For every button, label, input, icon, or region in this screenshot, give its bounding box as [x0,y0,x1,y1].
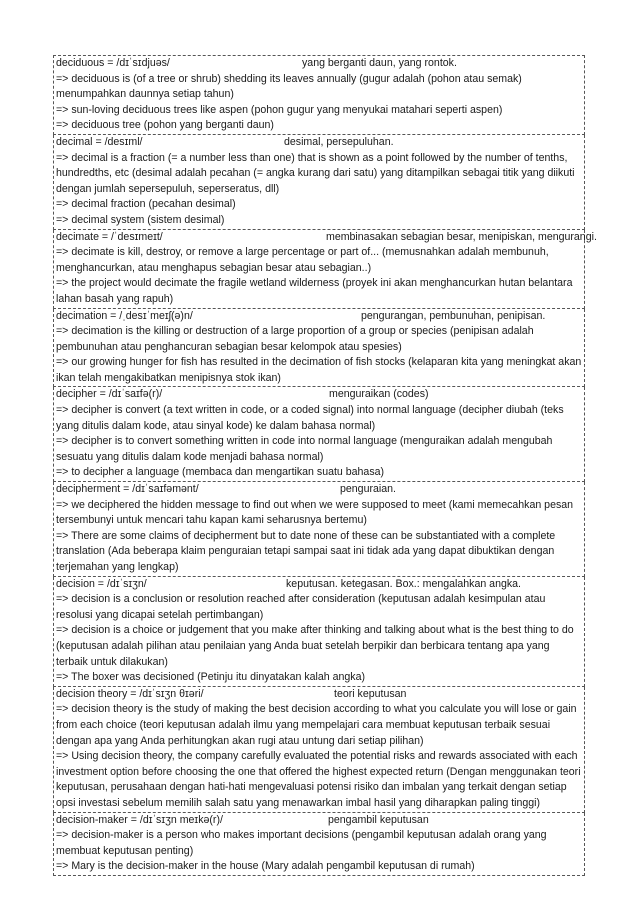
entry-example-line: => decision-maker is a person who makes important decisions (pengambil keputusan adalah orang yang membuat keputusan penting) [56,829,547,857]
entry-example-line: => decimal system (sistem desimal) [56,213,225,226]
entry-example-line: => deciduous is (of a tree or shrub) shedding its leaves annually (gugur adalah (pohon atau semak) menumpahkan daunnya setiap tahun) [56,72,522,101]
entry-example-line: => sun-loving deciduous trees like aspen (pohon gugur yang menyukai matahari seperti aspen) [56,103,503,116]
entry-headword-line [56,56,582,72]
entry-term: decipherment = /dɪˈsaɪfəmənt/ [56,483,199,496]
entry-gloss: teori keputusan [334,687,407,700]
entry-example-line: => we deciphered the hidden message to find out when we were supposed to meet (kami memecahkan pesan tersembunyi untuk mencari tahu kapan kami seharusnya bertemu) [56,498,574,527]
entry-term: decision theory = /dɪˈsɪʒn θɪəri/ [56,687,204,700]
entry-gloss: menguraikan (codes) [329,388,429,401]
entry-headword-line [56,230,597,246]
entry-headword-line [56,309,582,325]
dictionary-entry [53,230,597,309]
entry-headword-line [56,387,582,403]
entry-example-line: => decimal fraction (pecahan desimal) [56,198,236,211]
entry-example-line: => Using decision theory, the company carefully evaluated the potential risks and rewards associated with each investment option before choosing the one that offered the highest expected return (Dengan menggunakan teori keputusan, perusahaan dengan hati-hati mengevaluasi potensi risiko dan imbalan yang terkait dengan setiap opsi investasi sebelum memilih salah satu yang menawarkan imbal hasil yang diharapkan paling tinggi) [56,750,581,809]
entry-example-line: => There are some claims of decipherment but to date none of these can be substantiated with a complete translation (Ada beberapa klaim penguraian tetapi sampai saat ini tidak ada yang dapat dibuktikan dengan terjemahan yang lengkap) [56,529,556,573]
entry-example-line: => decipher is convert (a text written in code, or a coded signal) into normal language (decipher diubah (teks yang ditulis dalam kode, atau sinyal kode) ke dalam bahasa normal) [56,404,564,432]
entry-example-line: => decimation is the killing or destruction of a large proportion of a group or species (penipisan adalah pembunuhan atau penghancuran sebagian besar kelompok atau spesies) [56,325,534,353]
entry-term: decimation = /ˌdesɪˈmeɪʃ(ə)n/ [56,309,193,322]
dictionary-entry [53,482,585,577]
entry-example-line: => our growing hunger for fish has resulted in the decimation of fish stocks (kelaparan kita yang meningkat akan ikan telah mengakibatkan menipisnya stok ikan) [56,356,582,384]
entry-example-line: => decision is a conclusion or resolution reached after consideration (keputusan adalah kesimpulan atau resolusi yang dicapai setelah pertimbangan) [56,593,546,621]
entry-term: decipher = /dɪˈsaɪfə(r)/ [56,388,163,401]
entry-headword-line [56,577,582,593]
entry-example-line: => decipher is to convert something written in code into normal language (menguraikan adalah mengubah sesuatu yang ditulis dalam kode menjadi bahasa normal) [56,435,553,463]
dictionary-page [53,55,597,876]
entry-headword-line [56,135,582,151]
entry-term: decimate = /ˈdesɪmeɪt/ [56,230,163,243]
dictionary-entry [53,55,585,135]
dictionary-entry [53,813,585,876]
entry-term: decision = /dɪˈsɪʒn/ [56,577,147,590]
entry-gloss: membinasakan sebagian besar, menipiskan, mengurangi. [326,230,597,243]
entry-gloss: penguraian. [340,483,396,496]
entry-gloss: pengurangan, pembunuhan, penipisan. [361,309,546,322]
entry-gloss: keputusan. ketegasan. Box.: mengalahkan angka. [286,577,521,590]
entry-example-line: => decimate is kill, destroy, or remove a large percentage or part of... (memusnahkan adalah membunuh, menghancurkan, atau menghapus sebagian besar atau sebagian..) [56,246,549,274]
dictionary-entry [53,687,585,813]
dictionary-entry [53,577,585,687]
entry-term: decimal = /desɪml/ [56,135,143,148]
entry-gloss: yang berganti daun, yang rontok. [302,57,457,69]
entry-example-line: => the project would decimate the fragile wetland wilderness (proyek ini akan menghancurkan hutan belantara lahan basah yang rapuh) [56,277,573,305]
entry-headword-line [56,482,582,498]
entry-example-line: => to decipher a language (membaca dan mengartikan suatu bahasa) [56,466,385,479]
entry-example-line: => deciduous tree (pohon yang berganti daun) [56,119,274,132]
entry-example-line: => decimal is a fraction (= a number less than one) that is shown as a point followed by the number of tenths, hundredths, etc (desimal adalah pecahan (= angka kurang dari satu) yang ditampilkan sebagai titik yang diikuti dengan jumlah sepersepuluh, seperseratus, dll) [56,151,575,195]
dictionary-entry [53,309,585,388]
entry-gloss: desimal, persepuluhan. [284,135,394,148]
entry-term: decision-maker = /dɪˈsɪʒn meɪkə(r)/ [56,813,223,826]
entry-gloss: pengambil keputusan [328,813,429,826]
dictionary-entry [53,387,585,482]
entry-headword-line [56,813,582,829]
entry-term: deciduous = /dɪˈsɪdjuəs/ [56,57,170,69]
dictionary-entry [53,135,585,230]
entry-example-line: => decision is a choice or judgement that you make after thinking and talking about what is the best thing to do (keputusan adalah pilihan atau penilaian yang Anda buat setelah berpikir dan berbicara tentang apa yang terbaik untuk dilakukan) [56,624,574,668]
entry-example-line: => The boxer was decisioned (Petinju itu dinyatakan kalah angka) [56,671,365,684]
entry-example-line: => decision theory is the study of making the best decision according to what you calculate you will lose or gain from each choice (teori keputusan adalah ilmu yang mempelajari cara membuat keputusan terbaik sesuai dengan apa yang Anda perhitungkan akan rugi atau untung dari setiap pilihan) [56,703,577,747]
entry-example-line: => Mary is the decision-maker in the house (Mary adalah pengambil keputusan di rumah) [56,860,475,873]
entry-headword-line [56,687,582,703]
